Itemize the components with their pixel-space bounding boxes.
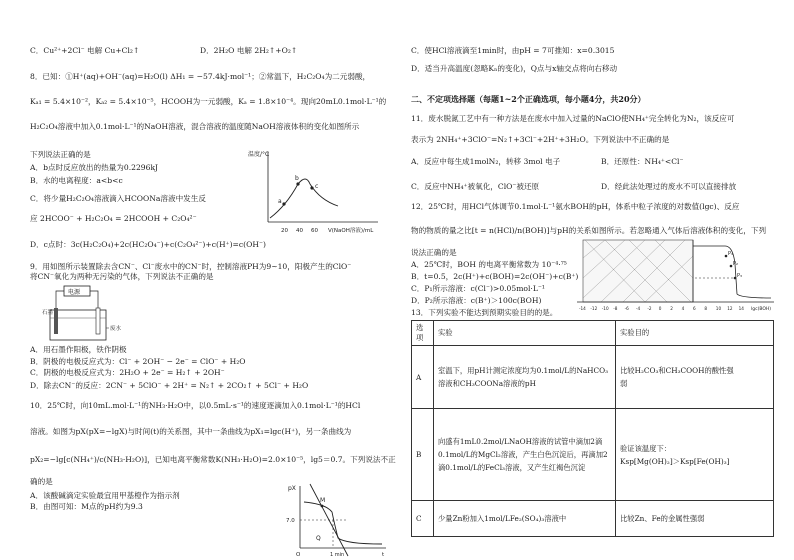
q12-line3: 说法正确的是 xyxy=(411,248,457,257)
chart-x-ticks xyxy=(579,306,744,311)
q10-option-d: D．适当升高温度(忽略Kₙ的变化)，Q点与x轴交点将向右移动 xyxy=(411,64,618,73)
q9-option-d: D．除去CN⁻的反应：2CN⁻ + 5ClO⁻ + 2H⁺ = N₂↑ + 2CO₂↑ + 5Cl⁻ + H₂O xyxy=(30,381,309,390)
x-tick-label: -10 xyxy=(601,306,609,311)
section-2-heading: 二、不定项选择题（每题1~2个正确选项，每小题4分，共20分） xyxy=(411,94,646,104)
q10-option-c: C．使HCl溶液滴至1min时，由pH = 7可推知：x=0.3015 xyxy=(411,46,615,55)
row-c-exp-line1: 少量Zn粉加入1mol/LFe₂(SO₄)₃溶液中 xyxy=(438,514,567,523)
row-a-goal-line2: 弱 xyxy=(620,379,628,388)
q9-option-a: A．用石墨作阳极，铁作阴极 xyxy=(30,345,127,354)
row-c-option: C xyxy=(412,501,434,537)
table-row xyxy=(412,346,774,409)
x-tick-label: -4 xyxy=(636,306,641,311)
power-label: 电源 xyxy=(68,289,81,296)
x-tick-label: 8 xyxy=(704,306,708,311)
x-tick-label: 10 xyxy=(715,306,722,311)
x-tick-label: -14 xyxy=(579,306,586,311)
q10-line1: 10．25℃时，向10mL.mol·L⁻¹的NH₃·H₂O中，以0.5mL·s⁻¹的速度逐滴加入0.1mol·L⁻¹的HCl xyxy=(30,401,361,410)
x-tick-label: 6 xyxy=(693,306,696,311)
q12-line2: 物的物质的量之比[t = n(HCl)/n(BOH)]与pH的关系如图所示。若忽略通入气体后溶液体积的变化，下列 xyxy=(411,226,767,235)
x-tick-label: -8 xyxy=(613,306,618,311)
chart-xlabel: lgc(BOH) xyxy=(751,307,772,312)
q11-line2: 表示为 2NH₄⁺+3ClO⁻=N₂↑+3Cl⁻+2H⁺+3H₂O。下列说法中不正确的是 xyxy=(411,135,670,144)
q9-line1: 9．用如图所示装置除去含CN⁻、Cl⁻废水中的CN⁻时，控制溶液PH为9~10，阳极产生的ClO⁻ xyxy=(30,262,352,271)
x-tick-label: 4 xyxy=(681,306,685,311)
graph-yvalue: 7.0 xyxy=(286,518,295,524)
electrolysis-apparatus xyxy=(42,284,132,346)
q13-title: 13．下列实验不能达到预期实验目的的是。 xyxy=(411,308,558,317)
point-b xyxy=(296,182,299,185)
point-a xyxy=(282,202,285,205)
row-a-exp-line1: 室温下，用pH计测定浓度均为0.1mol/L的NaHCO₃ xyxy=(438,366,609,375)
label-a: a xyxy=(278,198,282,205)
row-b-experiment xyxy=(434,409,616,501)
row-b-goal-line2: Ksp[Mg(OH)₂]＞Ksp[Fe(OH)₃] xyxy=(620,456,730,466)
q11-option-d: D．经此法处理过的废水不可以直接排放 xyxy=(601,182,737,191)
label-q: Q xyxy=(316,535,321,542)
header-option: 选项 xyxy=(412,321,434,346)
q8-option-a: A．b点时反应放出的热量为0.2296kJ xyxy=(30,163,159,172)
row-a-experiment xyxy=(434,346,616,409)
x-tick-label: -12 xyxy=(590,306,598,311)
row-a-exp-line2: 溶液和CH₃COONa溶液的pH xyxy=(438,379,536,388)
experiment-table xyxy=(411,320,774,537)
row-b-exp-line1: 向盛有1mL0.2mol/LNaOH溶液的试管中滴加2滴 xyxy=(438,437,603,446)
q11-option-a: A．反应中每生成1molN₂，转移 3mol 电子 xyxy=(411,157,561,166)
q12-option-a: A．25℃时，BOH 的电离平衡常数为 10⁻⁴·⁷⁵ xyxy=(411,260,567,269)
q8-line3: H₂C₂O₄溶液中加入0.1mol·L⁻¹的NaOH溶液，混合溶液的温度随NaOH溶液体积的变化如图所示 xyxy=(30,122,360,131)
electrode-left xyxy=(54,308,58,334)
chart-left-frame xyxy=(583,240,693,302)
graph-origin: O xyxy=(296,552,301,558)
q9-option-b: B．阴极的电极反应式为：Cl⁻ + 2OH⁻ − 2e⁻ = ClO⁻ + H₂O xyxy=(30,357,246,366)
straight-curve xyxy=(310,484,348,556)
q9-line2: 将CN⁻氧化为两种无污染的气体，下列说法不正确的是 xyxy=(30,272,214,281)
q12-option-c: C．P₁所示溶液：c(Cl⁻)>0.05mol·L⁻¹ xyxy=(411,284,545,293)
graph-xtick: 1 min xyxy=(330,552,345,558)
q11-option-b: B．还原性：NH₄⁺<Cl⁻ xyxy=(601,157,684,166)
row-c-goal-line1: 比较Zn、Fe的金属性强弱 xyxy=(620,514,705,523)
chart-tick-60: 60 xyxy=(311,228,318,234)
q8-line1: 8．已知：①H⁺(aq)+OH⁻(aq)=H₂O(l) ΔH₁ = −57.4kJ·mol⁻¹；②常温下，H₂C₂O₄为二元弱酸， xyxy=(30,72,371,81)
px-time-graph xyxy=(286,482,390,558)
row-b-exp-line2: 0.1mol/L的MgCl₂溶液，产生白色沉淀后，再滴加2 xyxy=(438,450,608,459)
table-row xyxy=(412,501,774,537)
x-tick-label: 2 xyxy=(670,306,673,311)
graph-xlabel: t xyxy=(382,552,385,558)
table-header-row xyxy=(412,321,774,346)
row-a-option: A xyxy=(412,346,434,409)
q7-option-c: C．Cu²⁺+2Cl⁻ 电解 Cu+Cl₂↑ xyxy=(30,46,140,55)
header-experiment: 实验 xyxy=(434,321,616,346)
row-b-goal-line1: 验证该温度下： xyxy=(620,443,672,453)
label-p1: P₁ xyxy=(728,251,734,257)
label-m: M xyxy=(320,497,326,504)
q10-line3: pX₂=−lg[c(NH₄⁺)/c(NH₃·H₂O)]，已知电离平衡常数K(NH₃·H₂O)=2.0×10⁻⁵，lg5＝0.7。下列说法不正 xyxy=(30,455,396,464)
q12-option-b: B．t=0.5，2c(H⁺)+c(BOH)=2c(OH⁻)+c(B⁺) xyxy=(411,272,579,281)
point-m xyxy=(321,505,324,508)
x-tick-label: 0 xyxy=(658,306,662,311)
q8-option-b: B．水的电离程度：a<b<c xyxy=(30,176,123,185)
row-b-option: B xyxy=(412,409,434,501)
label-c: c xyxy=(315,183,319,190)
waste-label: 废水 xyxy=(110,326,122,332)
q8-line2: Kₐ₁ = 5.4×10⁻²，Kₐ₂ = 5.4×10⁻⁵，HCOOH为一元弱酸，Kₐ = 1.8×10⁻⁴。现向20mL0.1mol·L⁻¹的 xyxy=(30,97,387,106)
q9-option-c: C．阴极的电极反应式为：2H₂O + 2e⁻ = H₂↑ + 2OH⁻ xyxy=(30,368,225,377)
row-c-experiment xyxy=(434,501,616,537)
chart-tick-20: 20 xyxy=(281,228,288,234)
q8-option-c-line1: C．将少量H₂C₂O₄溶液滴入HCOONa溶液中发生反 xyxy=(30,194,206,203)
point-p2 xyxy=(730,265,733,268)
q10-option-a: A．该酸碱滴定实验最宜用甲基橙作为指示剂 xyxy=(30,491,180,500)
row-b-purpose xyxy=(616,409,774,501)
electrode-right xyxy=(96,308,100,334)
q11-option-c: C．反应中NH₄⁺被氧化，ClO⁻被还原 xyxy=(411,182,540,191)
row-c-purpose xyxy=(616,501,774,537)
x-tick-label: 14 xyxy=(738,306,744,311)
point-p1 xyxy=(725,255,728,258)
label-p2: P₂ xyxy=(733,261,739,267)
q8-option-d: D．c点时：3c(H₂C₂O₄)+2c(HC₂O₄⁻)+c(C₂O₄²⁻)+c(H⁺)=c(OH⁻) xyxy=(30,240,266,249)
point-c xyxy=(310,186,313,189)
header-purpose: 实验目的 xyxy=(616,321,774,346)
q10-line4: 确的是 xyxy=(30,477,53,486)
chart-xlabel: V(NaOH溶液)/mL xyxy=(328,228,374,234)
x-tick-label: 12 xyxy=(727,306,733,311)
q12-line1: 12．25℃时，用HCl气体调节0.1mol·L⁻¹氨水BOH的pH，体系中粒子浓度的对数值(lgc)、反应 xyxy=(411,202,740,211)
q8-line4: 下列说法正确的是 xyxy=(30,150,91,159)
row-b-exp-line3: 滴0.1mol/L的FeCl₃溶液，又产生红褐色沉淀 xyxy=(438,463,586,472)
label-p3: P₃ xyxy=(737,273,743,279)
lgc-ph-chart xyxy=(575,238,774,316)
row-a-purpose xyxy=(616,346,774,409)
q11-line1: 11．废水脱氮工艺中有一种方法是在废水中加入过量的NaClO使NH₄⁺完全转化为N₂，该反应可 xyxy=(411,114,735,123)
x-tick-label: -2 xyxy=(647,306,652,311)
q10-option-b: B．由图可知：M点的pH约为9.3 xyxy=(30,502,143,511)
q8-option-c-line2: 应 2HCOO⁻ + H₂C₂O₄ = 2HCOOH + C₂O₄²⁻ xyxy=(30,214,197,223)
electrode-label: 石墨 xyxy=(42,310,54,316)
chart-ylabel: 温度/°C xyxy=(248,151,270,158)
table-row xyxy=(412,409,774,501)
graph-ylabel: pX xyxy=(288,485,296,492)
temperature-chart xyxy=(248,144,388,236)
point-p3 xyxy=(734,277,737,280)
label-b: b xyxy=(295,175,299,182)
q7-option-d: D．2H₂O 电解 2H₂↑+O₂↑ xyxy=(200,46,298,55)
chart-tick-40: 40 xyxy=(296,228,303,234)
x-tick-label: -6 xyxy=(624,306,629,311)
q12-option-d: D．P₂所示溶液：c(B⁺)＞100c(BOH) xyxy=(411,296,542,305)
q10-line2: 溶液。如图为pX(pX=−lgX)与时间(t)的关系图，其中一条曲线为pX₁=lgc(H⁺)，另一条曲线为 xyxy=(30,427,352,436)
row-a-goal-line1: 比较H₂CO₃和CH₃COOH的酸性强 xyxy=(620,366,734,375)
